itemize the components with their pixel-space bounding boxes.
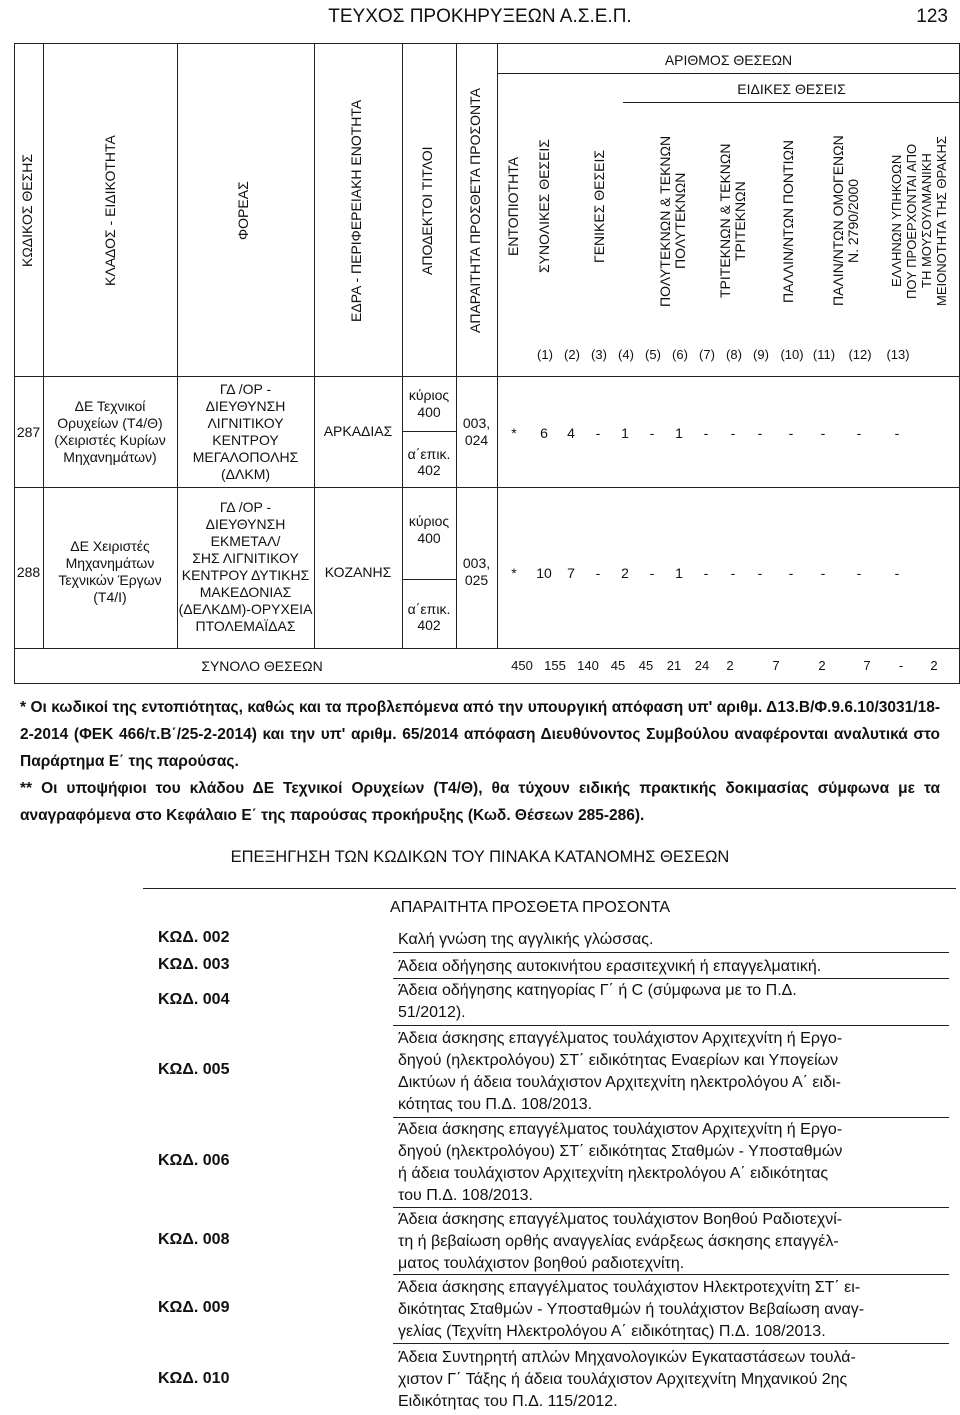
total-value: 140: [577, 658, 599, 673]
code-label: ΚΩΔ. 003: [158, 956, 230, 973]
group-header-positions: ΑΡΙΘΜΟΣ ΘΕΣΕΩΝ: [664, 52, 793, 68]
titles-alt: 402: [417, 462, 441, 478]
col-number: (4): [618, 347, 634, 362]
col-header-agency: ΦΟΡΕΑΣ: [235, 181, 251, 240]
value: -: [703, 425, 709, 441]
value: -: [856, 425, 862, 441]
branch-specialty: ΔΕ Τεχνικοί Ορυχείων (Τ4/Θ) (Χειριστές Κυρίων Μηχανημάτων): [54, 398, 166, 465]
value: -: [703, 565, 709, 581]
code-description: Άδεια άσκησης επαγγέλματος τουλάχιστον Ηλεκτροτεχνίτη ΣΤ΄ ει- δικότητας Σταθμών - Υποσταθμών ή τουλάχιστον Βεβαίωση αναγ- γελίας (Τεχνίτη Ηλεκτρολόγου Α΄ ειδικότητας) Π.Δ. 108/2013.: [398, 1279, 865, 1340]
total-value: 2: [818, 658, 826, 673]
locality-value: *: [511, 565, 517, 581]
value: -: [788, 565, 794, 581]
titles-main: 400: [417, 530, 441, 546]
col-number: (7): [699, 347, 715, 362]
code-description: Άδεια άσκησης επαγγέλματος τουλάχιστον Αρχιτεχνίτη ή Εργο- δηγού (ηλεκτρολόγου) ΣΤ΄ ειδικότητας Εναερίων και Υπογείων Δικτύων ή άδεια τουλάχιστον Αρχιτεχνίτη ηλεκτρολόγου Α΄ ειδι- κότητας του Π.Δ. 108/2013.: [398, 1030, 843, 1113]
col-header-code: ΚΩΔΙΚΟΣ ΘΕΣΗΣ: [19, 153, 35, 268]
value: -: [856, 565, 862, 581]
value: -: [730, 425, 736, 441]
explanation-title: ΕΠΕΞΗΓΗΣΗ ΤΩΝ ΚΩΔΙΚΩΝ ΤΟΥ ΠΙΝΑΚΑ ΚΑΤΑΝΟΜΗΣ ΘΕΣΕΩΝ: [230, 848, 730, 866]
total-value: 2: [930, 658, 938, 673]
col-number: (12): [848, 347, 872, 362]
qualifications: 003, 025: [462, 555, 491, 588]
col-header-total: ΣΥΝΟΛΙΚΕΣ ΘΕΣΕΙΣ: [536, 139, 552, 273]
code-label: ΚΩΔ. 009: [158, 1299, 230, 1316]
col-number: (6): [672, 347, 688, 362]
col-number: (11): [812, 347, 836, 362]
col-header-general: ΓΕΝΙΚΕΣ ΘΕΣΕΙΣ: [591, 149, 607, 263]
agency: ΓΔ /ΟΡ - ΔΙΕΥΘΥΝΣΗ ΕΚΜΕΤΑΛ/ ΣΗΣ ΛΙΓΝΙΤΙΚΟΥ ΚΕΝΤΡΟΥ ΔΥΤΙΚΗΣ ΜΑΚΕΔΟΝΙΑΣ (ΔΕΛΚΔΜ)-ΟΡΥΧΕΙΑ ΠΤΟΛΕΜΑΪΔΑΣ: [178, 499, 313, 634]
total-value: 7: [863, 658, 871, 673]
value: -: [820, 565, 826, 581]
position-code: 288: [16, 564, 41, 580]
value: -: [788, 425, 794, 441]
page-number: 123: [916, 6, 948, 27]
total-positions: 6: [540, 425, 548, 441]
code-label: ΚΩΔ. 002: [158, 929, 230, 946]
page-header: [0, 0, 960, 30]
value: -: [820, 425, 826, 441]
general-positions: 7: [567, 565, 575, 581]
col-header-seat: ΕΔΡΑ - ΠΕΡΙΦΕΡΕΙΑΚΗ ΕΝΟΤΗΤΑ: [348, 99, 364, 322]
col-number: (8): [726, 347, 742, 362]
col-header-large-families: ΠΟΛΥΤΕΚΝΩΝ & ΤΕΚΝΩΝ ΠΟΛΥΤΕΚΝΩΝ: [657, 135, 688, 307]
value: -: [649, 425, 655, 441]
value: 1: [675, 565, 683, 581]
value: -: [757, 565, 763, 581]
code-description: Άδεια άσκησης επαγγέλματος τουλάχιστον Αρχιτεχνίτη ή Εργο- δηγού (ηλεκτρολόγου) ΣΤ΄ ειδικότητας Σταθμών - Υποσταθμών ή άδεια τουλάχιστον Αρχιτεχνίτη ηλεκτρολόγου Α΄ ειδικότητας του Π.Δ. 108/2013.: [398, 1121, 843, 1204]
total-value: 45: [610, 658, 626, 673]
general-positions: 4: [567, 425, 575, 441]
col-number: (5): [645, 347, 661, 362]
value: -: [894, 565, 900, 581]
total-value: 24: [694, 658, 710, 673]
value: 2: [621, 565, 629, 581]
col-number: (1): [537, 347, 553, 362]
col-header-thrace-minority: ΕΛΛΗΝΩΝ ΥΠΗΚΟΩΝ ΠΟΥ ΠΡΟΕΡΧΟΝΤΑΙ ΑΠΟ ΤΗ ΜΟΥΣΟΥΛΜΑΝΙΚΗ ΜΕΙΟΝΟΤΗΤΑ ΤΗΣ ΘΡΑΚΗΣ: [889, 136, 949, 306]
col-header-qualifications: ΑΠΑΡΑΙΤΗΤΑ ΠΡΟΣΘΕΤΑ ΠΡΟΣΟΝΤΑ: [467, 88, 483, 333]
col-number: (3): [591, 347, 607, 362]
total-positions: 10: [536, 565, 552, 581]
titles-alt-label: α΄επικ.: [407, 601, 451, 617]
value: -: [649, 565, 655, 581]
col-header-expatriates: ΠΑΛΙΝ/ΝΤΩΝ ΟΜΟΓΕΝΩΝ Ν. 2790/2000: [830, 135, 861, 307]
total-value: 7: [772, 658, 780, 673]
locality-value: *: [511, 425, 517, 441]
value: 1: [621, 425, 629, 441]
value: -: [595, 565, 601, 581]
total-label: ΣΥΝΟΛΟ ΘΕΣΕΩΝ: [201, 658, 323, 674]
value: -: [894, 425, 900, 441]
position-code: 287: [16, 424, 41, 440]
seat-region: ΑΡΚΑΔΙΑΣ: [323, 423, 393, 439]
qualifications: 003, 024: [462, 415, 491, 448]
col-header-three-child: ΤΡΙΤΕΚΝΩΝ & ΤΕΚΝΩΝ ΤΡΙΤΕΚΝΩΝ: [717, 143, 748, 299]
total-value: 21: [666, 658, 682, 673]
code-label: ΚΩΔ. 008: [158, 1231, 230, 1248]
value: -: [730, 565, 736, 581]
titles-alt-label: α΄επικ.: [407, 446, 451, 462]
col-header-locality: ΕΝΤΟΠΙΟΤΗΤΑ: [505, 156, 521, 256]
titles-main: 400: [417, 404, 441, 420]
titles-alt: 402: [417, 617, 441, 633]
total-value: 45: [638, 658, 654, 673]
total-value: -: [898, 658, 904, 673]
code-label: ΚΩΔ. 004: [158, 991, 230, 1008]
total-value: 155: [544, 658, 566, 673]
code-label: ΚΩΔ. 005: [158, 1061, 230, 1078]
codes-column-header: ΑΠΑΡΑΙΤΗΤΑ ΠΡΟΣΘΕΤΑ ΠΡΟΣΟΝΤΑ: [390, 899, 670, 916]
value: -: [757, 425, 763, 441]
code-description: Άδεια άσκησης επαγγέλματος τουλάχιστον Βοηθού Ραδιοτεχνί- τη ή βεβαίωση ορθής αναγγελίας ενάρξεως άσκησης επαγγέλ- ματος τουλάχιστον βοηθού ραδιοτεχνίτη.: [398, 1211, 843, 1272]
col-header-branch: ΚΛΑΔΟΣ - ΕΙΔΙΚΟΤΗΤΑ: [102, 135, 118, 286]
branch-specialty: ΔΕ Χειριστές Μηχανημάτων Τεχνικών Έργων (Τ4/Ι): [58, 538, 162, 605]
col-header-pontians: ΠΑΛΛΙΝ/ΝΤΩΝ ΠΟΝΤΙΩΝ: [780, 139, 796, 303]
col-number: (9): [753, 347, 769, 362]
publication-title: ΤΕΥΧΟΣ ΠΡΟΚΗΡΥΞΕΩΝ Α.Σ.Ε.Π.: [328, 6, 632, 27]
code-description: Άδεια Συντηρητή απλών Μηχανολογικών Εγκαταστάσεων τουλά- χιστον Γ΄ Τάξης ή άδεια τουλάχιστον Αρχιτεχνίτη Μηχανικού 2ης Ειδικότητας του Π.Δ. 115/2012.: [398, 1349, 856, 1410]
code-description: Άδεια οδήγησης κατηγορίας Γ΄ ή C (σύμφωνα με το Π.Δ. 51/2012).: [398, 982, 797, 1021]
titles-main-label: κύριος: [408, 387, 450, 403]
code-description: Άδεια οδήγησης αυτοκινήτου ερασιτεχνική ή επαγγελματική.: [398, 958, 822, 975]
value: -: [595, 425, 601, 441]
col-number: (13): [886, 347, 910, 362]
agency: ΓΔ /ΟΡ - ΔΙΕΥΘΥΝΣΗ ΛΙΓΝΙΤΙΚΟΥ ΚΕΝΤΡΟΥ ΜΕΓΑΛΟΠΟΛΗΣ (ΔΛΚΜ): [192, 381, 299, 482]
seat-region: ΚΟΖΑΝΗΣ: [324, 564, 392, 580]
code-description: Καλή γνώση της αγγλικής γλώσσας.: [398, 931, 654, 948]
col-header-titles: ΑΠΟΔΕΚΤΟΙ ΤΙΤΛΟΙ: [419, 146, 435, 275]
code-label: ΚΩΔ. 006: [158, 1152, 230, 1169]
col-number: (10): [780, 347, 804, 362]
total-value: 450: [511, 658, 533, 673]
titles-main-label: κύριος: [408, 513, 450, 529]
total-value: 2: [726, 658, 734, 673]
subgroup-header-special: ΕΙΔΙΚΕΣ ΘΕΣΕΙΣ: [737, 81, 846, 97]
value: 1: [675, 425, 683, 441]
footnote-practical-test: ** Οι υποψήφιοι του κλάδου ΔΕ Τεχνικοί Ορυχείων (Τ4/Θ), θα τύχουν ειδικής πρακτικής δοκιμασίας σύμφωνα με τα αναγραφόμενα στο Κεφάλαιο Ε΄ της παρούσας προκήρυξης (Κωδ. Θέσεων 285-286).: [20, 780, 940, 824]
code-label: ΚΩΔ. 010: [158, 1370, 230, 1387]
footnote-locality: * Οι κωδικοί της εντοπιότητας, καθώς και τα προβλεπόμενα από την υπουργική απόφαση υπ' αριθμ. Δ13.Β/Φ.9.6.10/3031/18-2-2014 (ΦΕΚ 466/τ.Β΄/25-2-2014) και την υπ' αριθμ. 65/2014 απόφαση Διευθύνοντος Συμβούλου αναφέρονται αναλυτικά στο Παράρτημα Ε΄ της παρούσας.: [20, 699, 940, 770]
col-number: (2): [564, 347, 580, 362]
